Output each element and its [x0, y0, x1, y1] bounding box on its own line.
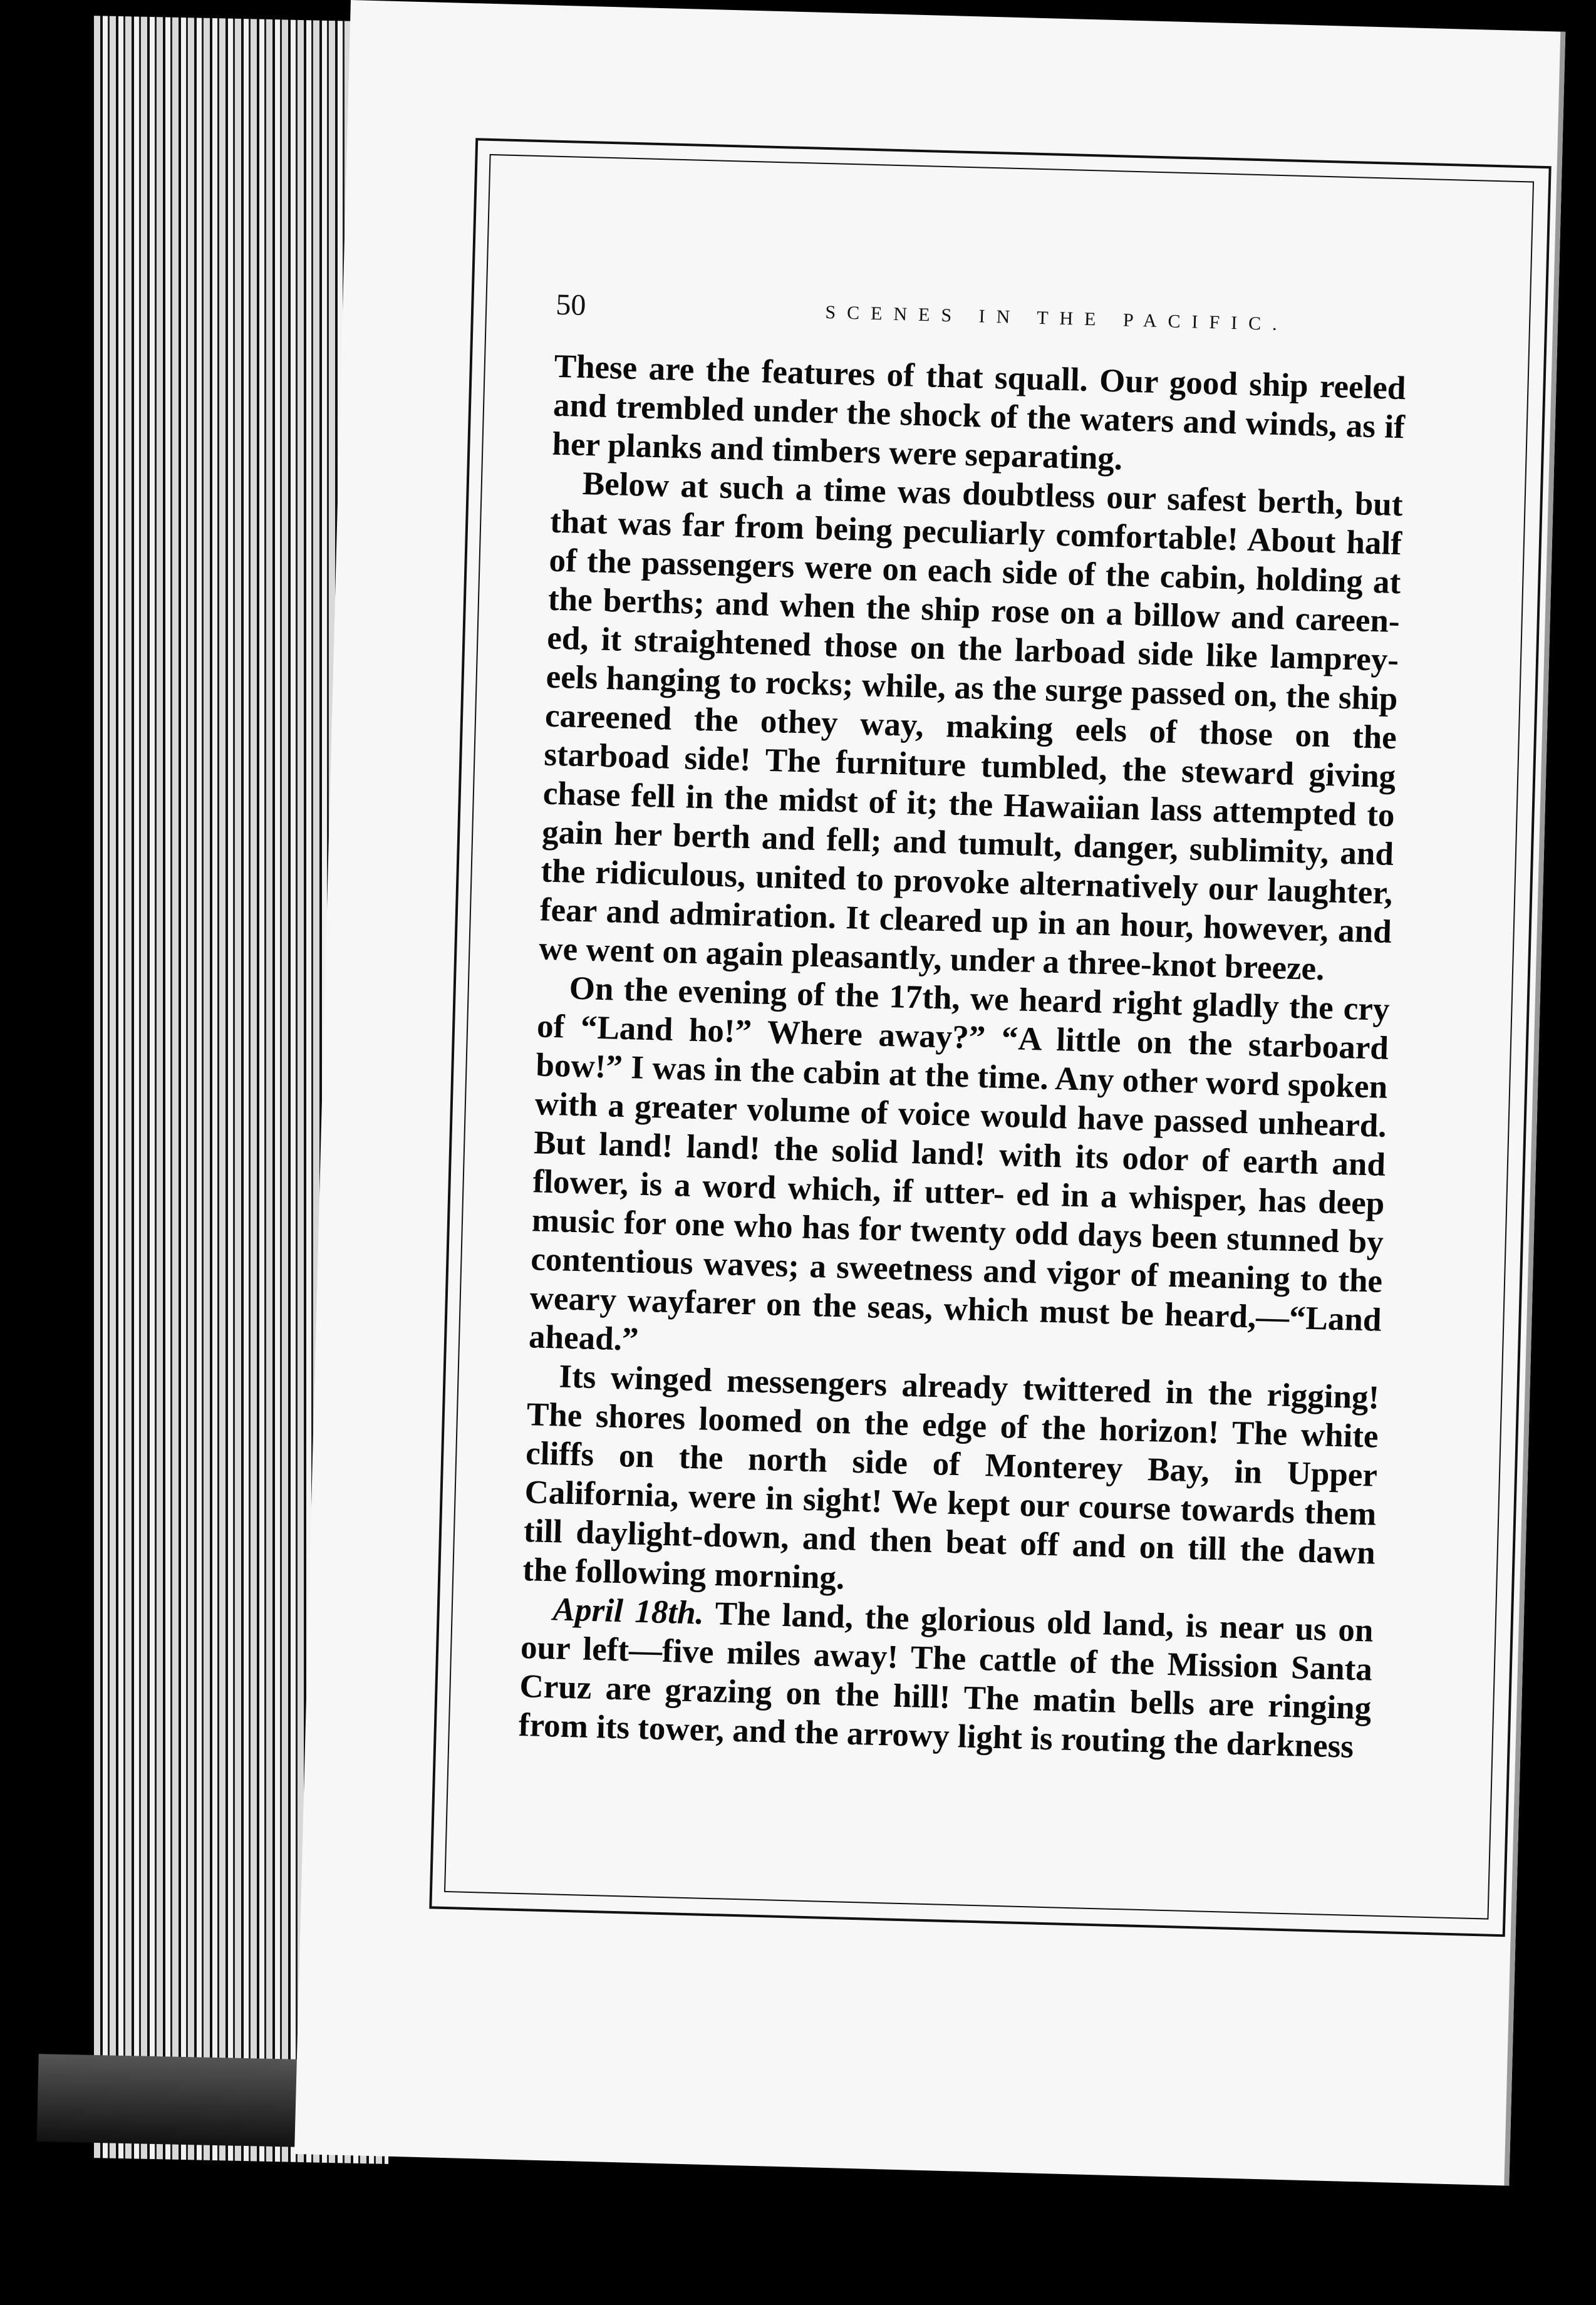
page-number: 50	[555, 287, 587, 322]
paragraph: Below at such a time was doubtless our safest berth, but that was far from being peculiarly comfortable! About half of the passengers were on each side of the cabin, holding at the berths; and when the ship rose on a billow and careen- ed, it straightened those on the larboad side like lamprey- eels hanging to rocks; while, as the surge passed on, the ship careened the othey way, making eels of those on the starboad side! The furniture tumbled, the steward giving chase fell in the midst of it; the Hawaiian lass attempted to gain her berth and fell; and tumult, danger, sublimity, and the ridiculous, united to provoke alternatively our laughter, fear and admiration. It cleared up in an hour, however, and we went on again pleasantly, under a three-knot breeze.	[538, 465, 1404, 988]
book-page	[294, 0, 1565, 2186]
paragraph	[518, 1589, 1374, 1767]
dateline: April 18th.	[552, 1591, 705, 1632]
body-text	[518, 347, 1406, 1767]
running-head: SCENES IN THE PACIFIC.	[825, 302, 1289, 335]
paragraph: On the evening of the 17th, we heard right gladly the cry of “Land ho!” Where away?” “A little on the starboard bow!” I was in the cabin at the time. Any other word spoken with a greater volume of voice would have passed unheard. But land! land! the solid land! with its odor of earth and flower, is a word which, if utter- ed in a whisper, has deep music for one who has for twenty odd days been stunned by contentious waves; a sweetness and vigor of meaning to the weary wayfarer on the seas, which must be heard,—“Land ahead.”	[528, 970, 1391, 1358]
paragraph-text: The land, the glorious old land, is near us on our left—five miles away! The cattle of the Mission Santa Cruz are grazing on the hill! The matin bells are ringing from its tower, and the arrowy light is routing the darkness	[518, 1595, 1374, 1765]
paragraph: Its winged messengers already twittered in the rigging! The shores loomed on the edge of the horizon! The white cliffs on the north side of Monterey Bay, in Upper California, were in sight! We kept our course towards them till daylight-down, and then beat off and on till the dawn the following morning.	[522, 1358, 1380, 1597]
paragraph: These are the features of that squall. Our good ship reeled and trembled under the shock of the waters and winds, as if her planks and timbers were separating.	[551, 348, 1407, 477]
